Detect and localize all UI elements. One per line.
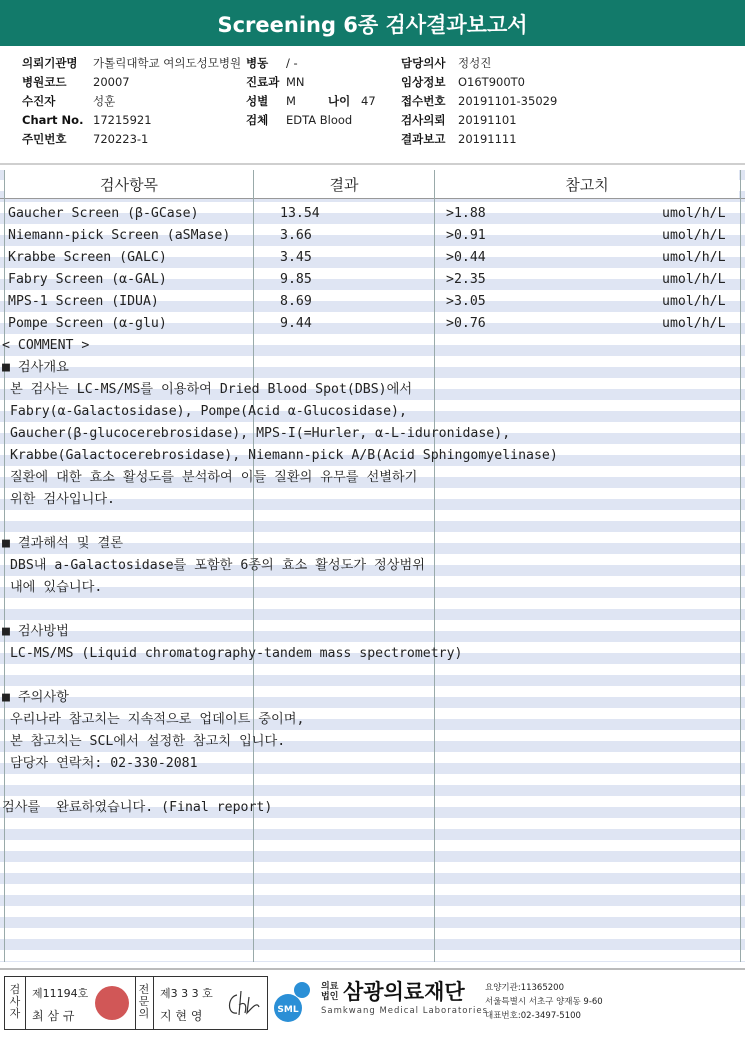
test-item: Fabry Screen (α-GAL): [8, 272, 167, 287]
value-patient: 성훈: [93, 94, 116, 108]
value-hospital-code: 20007: [93, 75, 130, 89]
comment-line: 질환에 대한 효소 활성도를 분석하여 이들 질환의 유무를 선별하기: [2, 470, 418, 485]
org-info-line: 서울특별시 서초구 양재동 9-60: [485, 997, 603, 1007]
comment-line: Fabry(α-Galactosidase), Pompe(Acid α-Glucosidase),: [2, 404, 407, 419]
value-department: MN: [286, 75, 305, 89]
test-result: 3.66: [280, 228, 312, 243]
test-unit: umol/h/L: [662, 250, 726, 265]
label-request-date: 검사의뢰: [401, 113, 446, 127]
comment-line: 내에 있습니다.: [2, 580, 103, 595]
comment-header: < COMMENT >: [2, 338, 90, 353]
test-unit: umol/h/L: [662, 316, 726, 331]
test-item: Niemann-pick Screen (aSMase): [8, 228, 231, 243]
label-receipt-no: 접수번호: [401, 94, 446, 108]
signature-box: [4, 976, 268, 1030]
value-receipt-no: 20191101-35029: [458, 94, 558, 108]
org-name: 삼광의료재단: [343, 980, 465, 1004]
signer2-name: 지 현 영: [160, 1009, 203, 1023]
comment-line: 위한 검사입니다.: [2, 492, 115, 507]
comment-line: ■ 검사방법: [2, 624, 69, 639]
table-header-divider: [0, 198, 745, 199]
signer1-license: 제11194호: [32, 987, 89, 1000]
label-clinical-info: 임상정보: [401, 75, 446, 89]
comment-line: LC-MS/MS (Liquid chromatography-tandem mass spectrometry): [2, 646, 463, 661]
test-item: Pompe Screen (α-glu): [8, 316, 167, 331]
org-info-line: 대표번호:02-3497-5100: [485, 1011, 581, 1021]
test-unit: umol/h/L: [662, 228, 726, 243]
test-unit: umol/h/L: [662, 206, 726, 221]
header-mid: [246, 54, 376, 130]
logo-text: SML: [277, 1005, 299, 1015]
value-chart-no: 17215921: [93, 113, 152, 127]
comment-line: 우리나라 참고치는 지속적으로 업데이트 중이며,: [2, 712, 305, 727]
test-item: Krabbe Screen (GALC): [8, 250, 167, 265]
header-left: [22, 54, 241, 149]
value-doctor: 정성진: [458, 56, 492, 70]
test-item: Gaucher Screen (β-GCase): [8, 206, 199, 221]
label-institution: 의뢰기관명: [22, 56, 78, 70]
comment-line: ■ 주의사항: [2, 690, 69, 705]
label-hospital-code: 병원코드: [22, 75, 67, 89]
signature: [223, 987, 263, 1021]
signer2-license: 제3 3 3 호: [160, 987, 213, 1000]
value-request-date: 20191101: [458, 113, 517, 127]
comment-line: 본 참고치는 SCL에서 설정한 참고치 입니다.: [2, 734, 286, 749]
value-institution: 가톨릭대학교 여의도성모병원: [93, 56, 242, 70]
value-report-date: 20191111: [458, 132, 517, 146]
test-reference: >0.91: [446, 228, 486, 243]
label-chart-no: Chart No.: [22, 113, 84, 127]
test-reference: >0.44: [446, 250, 486, 265]
test-result: 13.54: [280, 206, 320, 221]
sml-logo-icon: [272, 978, 318, 1024]
signer1-name: 최 삼 규: [32, 1009, 75, 1023]
report-title: Screening 6종 검사결과보고서: [0, 0, 745, 46]
comment-line: ■ 결과해석 및 결론: [2, 536, 123, 551]
test-reference: >1.88: [446, 206, 486, 221]
label-specimen: 검체: [246, 113, 269, 127]
divider: [25, 977, 26, 1029]
divider: [135, 977, 136, 1029]
comment-line: ■ 검사개요: [2, 360, 69, 375]
label-ward: 병동: [246, 56, 269, 70]
test-reference: >3.05: [446, 294, 486, 309]
footer: [0, 968, 745, 1040]
label-age: 나이: [328, 94, 351, 108]
comment-line: Krabbe(Galactocerebrosidase), Niemann-pick A/B(Acid Sphingomyelinase): [2, 448, 558, 463]
org-prefix: 의료법인: [321, 982, 339, 1002]
seal-stamp: [95, 986, 129, 1020]
report-body: [0, 170, 745, 962]
value-specimen: EDTA Blood: [286, 113, 353, 127]
label-sex: 성별: [246, 94, 269, 108]
test-item: MPS-1 Screen (IDUA): [8, 294, 159, 309]
test-result: 3.45: [280, 250, 312, 265]
value-ward: / -: [286, 56, 298, 70]
label-department: 진료과: [246, 75, 280, 89]
column-header-result: 결과: [254, 170, 434, 198]
header-divider: [0, 163, 745, 165]
value-sex: M: [286, 94, 296, 108]
value-clinical-info: O16T900T0: [458, 75, 526, 89]
column-divider: [740, 170, 741, 962]
label-report-date: 결과보고: [401, 132, 446, 146]
test-result: 8.69: [280, 294, 312, 309]
test-result: 9.85: [280, 272, 312, 287]
org-info: [485, 981, 603, 1023]
org-info-line: 요양기관:11365200: [485, 983, 564, 993]
comment-line: DBS내 a-Galactosidase를 포함한 6종의 효소 활성도가 정상범위: [2, 558, 425, 573]
org-english: Samkwang Medical Laboratories: [321, 1006, 489, 1016]
test-reference: >0.76: [446, 316, 486, 331]
label-doctor: 담당의사: [401, 56, 446, 70]
final-report-note: 검사를 완료하였습니다. (Final report): [2, 800, 273, 815]
divider: [153, 977, 154, 1029]
comment-line: 본 검사는 LC-MS/MS를 이용하여 Dried Blood Spot(DBS)에서: [2, 382, 413, 397]
value-age: 47: [361, 94, 376, 108]
column-divider: [434, 170, 435, 962]
test-unit: umol/h/L: [662, 272, 726, 287]
comment-line: 담당자 연락처: 02-330-2081: [2, 756, 198, 771]
column-header-item: 검사항목: [5, 170, 253, 198]
signer1-role: 검사자: [9, 983, 21, 1020]
column-header-reference: 참고치: [435, 170, 739, 198]
test-unit: umol/h/L: [662, 294, 726, 309]
label-resident-no: 주민번호: [22, 132, 67, 146]
header-right: [401, 54, 557, 149]
comment-line: Gaucher(β-glucocerebrosidase), MPS-I(=Hurler, α-L-iduronidase),: [2, 426, 511, 441]
label-patient: 수진자: [22, 94, 56, 108]
signer2-role: 전문의: [138, 983, 150, 1020]
test-result: 9.44: [280, 316, 312, 331]
test-reference: >2.35: [446, 272, 486, 287]
value-resident-no: 720223-1: [93, 132, 149, 146]
